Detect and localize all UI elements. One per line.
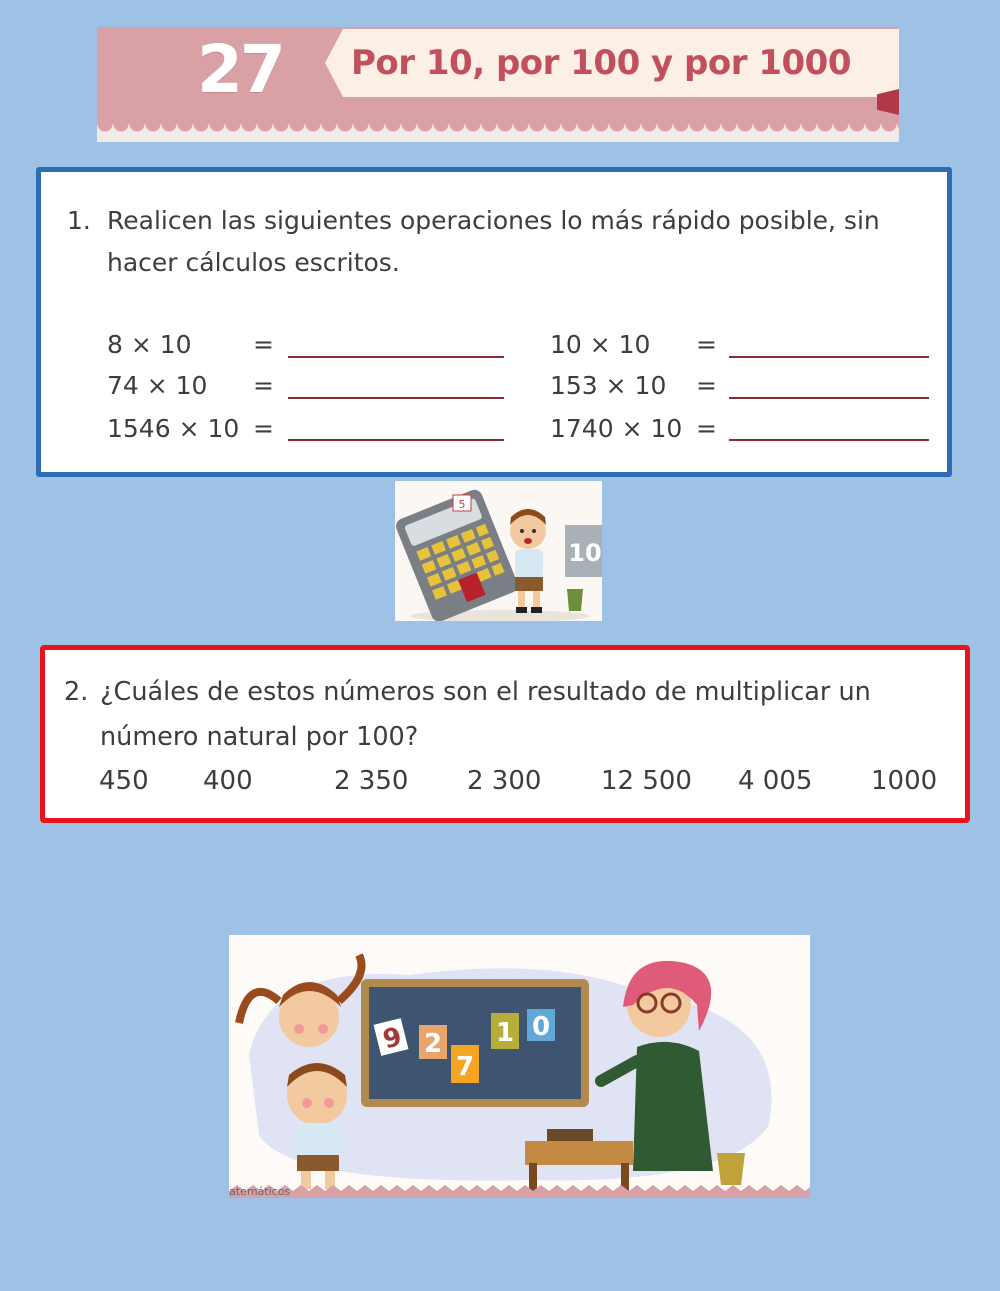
operation-right-2: 153 × 10 bbox=[550, 371, 667, 400]
exercise-2-box bbox=[40, 645, 970, 823]
equals-sign: = bbox=[696, 371, 717, 400]
choice-2350[interactable]: 2 350 bbox=[334, 766, 409, 796]
operation-left-2: 74 × 10 bbox=[107, 371, 208, 400]
exercise-2-text: ¿Cuáles de estos números son el resultado de multiplicar un número natural por 100? bbox=[100, 677, 871, 752]
classroom-drawing bbox=[229, 935, 810, 1198]
answer-blank-right-3[interactable] bbox=[729, 439, 929, 441]
card-9: 9 bbox=[380, 1021, 405, 1056]
exercise-2-question bbox=[64, 670, 964, 760]
exercise-2-number: 2. bbox=[64, 677, 89, 707]
answer-blank-right-2[interactable] bbox=[729, 397, 929, 399]
answer-blank-left-1[interactable] bbox=[288, 356, 504, 358]
choice-4005[interactable]: 4 005 bbox=[738, 766, 813, 796]
lesson-banner bbox=[97, 27, 899, 142]
choice-1000[interactable]: 1000 bbox=[871, 766, 938, 796]
card-0: 0 bbox=[531, 1012, 551, 1042]
lesson-number: 27 bbox=[197, 31, 283, 108]
equals-sign: = bbox=[253, 330, 274, 359]
card-number-text: 10 bbox=[568, 539, 602, 567]
choice-2300[interactable]: 2 300 bbox=[467, 766, 542, 796]
exercise-1-box bbox=[36, 167, 952, 477]
banner-scallop-border bbox=[97, 124, 899, 142]
lesson-title: Por 10, por 100 y por 1000 bbox=[351, 43, 851, 83]
card-2: 2 bbox=[423, 1029, 443, 1059]
calculator-illustration bbox=[395, 481, 602, 621]
card-7: 7 bbox=[455, 1052, 475, 1082]
equals-sign: = bbox=[253, 414, 274, 443]
illustration-credit: atemáticos bbox=[229, 1185, 291, 1198]
equals-sign: = bbox=[253, 371, 274, 400]
card-1: 1 bbox=[495, 1018, 515, 1048]
answer-blank-right-1[interactable] bbox=[729, 356, 929, 358]
operation-left-3: 1546 × 10 bbox=[107, 414, 240, 443]
classroom-illustration bbox=[229, 935, 810, 1198]
equals-sign: = bbox=[696, 330, 717, 359]
operation-left-1: 8 × 10 bbox=[107, 330, 192, 359]
answer-blank-left-3[interactable] bbox=[288, 439, 504, 441]
exercise-1-text: Realicen las siguientes operaciones lo más rápido posible, sin hacer cálculos escritos. bbox=[107, 206, 880, 277]
answer-blank-left-2[interactable] bbox=[288, 397, 504, 399]
choice-450[interactable]: 450 bbox=[99, 766, 149, 796]
choice-400[interactable]: 400 bbox=[203, 766, 253, 796]
exercise-1-number: 1. bbox=[67, 206, 91, 235]
calculator-sign-text: 5 bbox=[458, 498, 466, 511]
choice-12500[interactable]: 12 500 bbox=[601, 766, 692, 796]
calculator-child-drawing bbox=[395, 481, 602, 621]
operation-right-3: 1740 × 10 bbox=[550, 414, 683, 443]
equals-sign: = bbox=[696, 414, 717, 443]
exercise-1-instruction bbox=[67, 200, 937, 284]
operation-right-1: 10 × 10 bbox=[550, 330, 651, 359]
